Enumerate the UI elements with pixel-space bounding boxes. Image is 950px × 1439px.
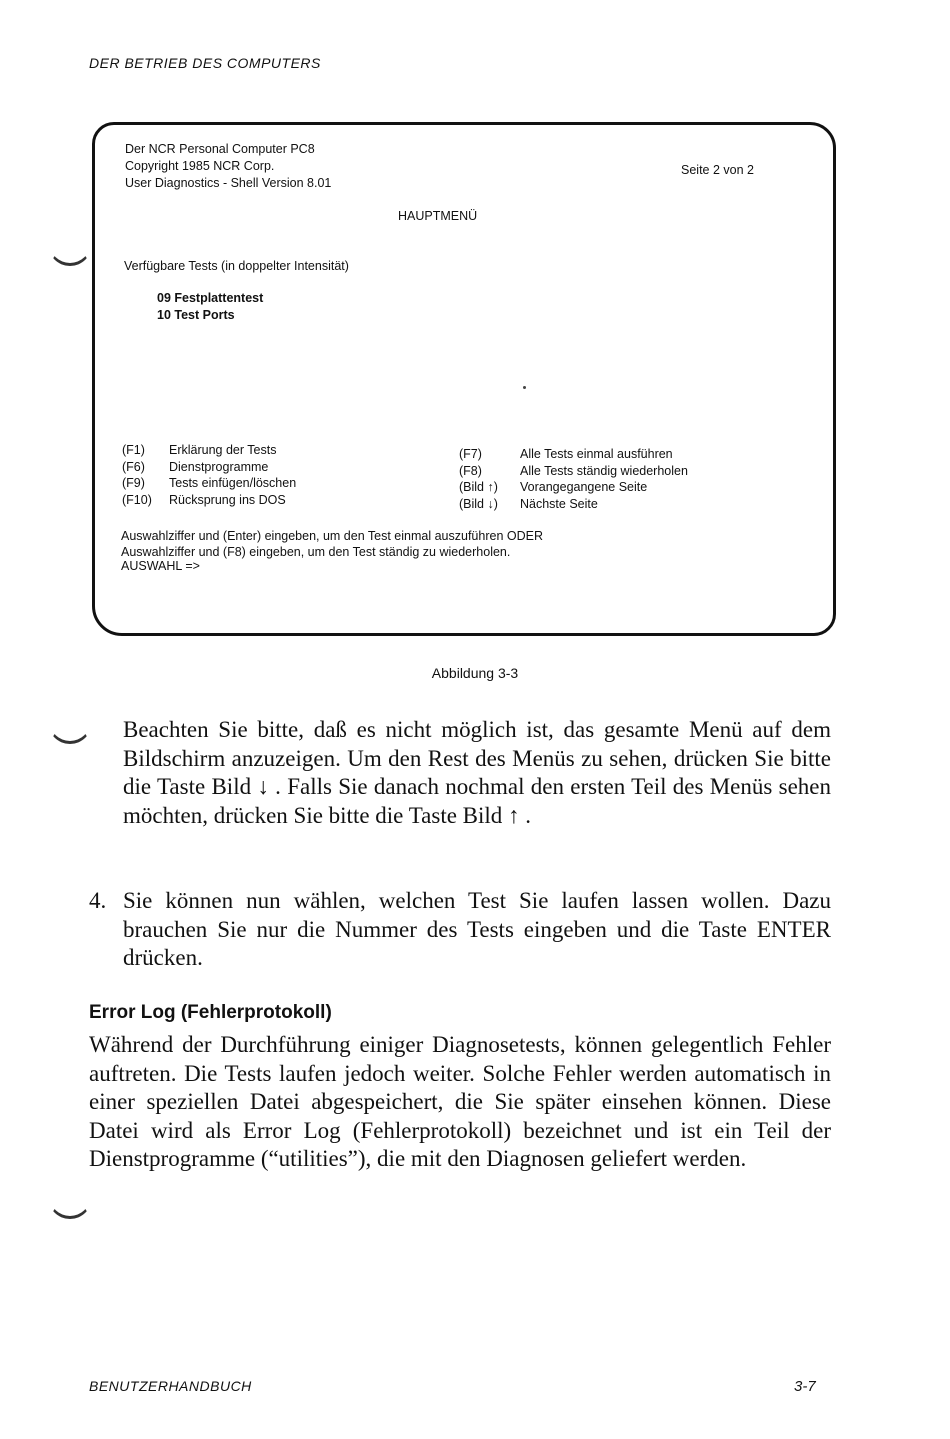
body-paragraph: Beachten Sie bitte, daß es nicht möglich ist, das gesamte Menü auf dem Bildschirm anzuzeigen. Um den Rest des Menüs zu sehen, drücken Sie bitte die Taste Bild ↓ . Falls Sie danach nochmal den ersten Teil des Menüs sehen möchten, drücken Sie bitte die Taste Bild ↑ . <box>123 717 831 828</box>
key-code: (Bild ↑) <box>459 480 498 494</box>
key-label: Erklärung der Tests <box>169 443 277 457</box>
step-number: 4. <box>89 888 107 913</box>
instruction-line-2: Auswahlziffer und (F8) eingeben, um den Test ständig zu wiederholen. <box>121 545 511 559</box>
key-code: (F9) <box>122 476 145 490</box>
test-item: 09 Festplattentest <box>157 291 264 305</box>
key-label: Alle Tests einmal ausführen <box>520 447 673 461</box>
key-code: (F1) <box>122 443 145 457</box>
running-footer: BENUTZERHANDBUCH <box>89 1378 252 1394</box>
key-label: Nächste Seite <box>520 497 598 511</box>
page-indicator: Seite 2 von 2 <box>681 163 754 177</box>
binder-hole-3 <box>48 1175 92 1219</box>
page-number: 3-7 <box>794 1378 816 1395</box>
binder-hole-2 <box>48 700 92 744</box>
screen-line-1: Der NCR Personal Computer PC8 <box>125 142 315 156</box>
key-code: (F6) <box>122 460 145 474</box>
key-code: (Bild ↓) <box>459 497 498 511</box>
key-code: (F7) <box>459 447 482 461</box>
figure-caption: Abbildung 3-3 <box>431 665 519 681</box>
key-label: Alle Tests ständig wiederholen <box>520 464 688 478</box>
key-code: (F8) <box>459 464 482 478</box>
key-label: Rücksprung ins DOS <box>169 493 286 507</box>
test-item: 10 Test Ports <box>157 308 235 322</box>
selection-prompt: AUSWAHL => <box>121 559 200 573</box>
key-label: Vorangegangene Seite <box>520 480 648 494</box>
key-code: (F10) <box>122 493 152 507</box>
running-header: DER BETRIEB DES COMPUTERS <box>89 55 321 71</box>
binder-hole-1 <box>48 222 92 266</box>
step-text: Sie können nun wählen, welchen Test Sie laufen lassen wollen. Dazu brauchen Sie nur die Nummer des Tests eingeben und die Taste ENTER drücken. <box>123 888 831 970</box>
key-label: Tests einfügen/löschen <box>169 476 297 490</box>
instruction-line-1: Auswahlziffer und (Enter) eingeben, um den Test einmal auszuführen ODER <box>121 529 543 543</box>
section-heading: Error Log (Fehlerprotokoll) <box>89 1002 332 1023</box>
screen-line-2: Copyright 1985 NCR Corp. <box>125 159 275 173</box>
screen-speck <box>523 386 526 389</box>
key-label: Dienstprogramme <box>169 460 269 474</box>
section-paragraph: Während der Durchführung einiger Diagnosetests, können gelegentlich Fehler auftreten. Die Tests laufen jedoch weiter. Solche Fehler werden automatisch in einer speziellen Datei abgespeichert, die Sie später einsehen können. Diese Datei wird als Error Log (Fehlerprotokoll) bezeichnet und ist ein Teil der Dienstprogramme (“utilities”), die mit den Diagnosen geliefert werden. <box>89 1032 831 1171</box>
screen-line-3: User Diagnostics - Shell Version 8.01 <box>125 176 332 190</box>
available-tests-label: Verfügbare Tests (in doppelter Intensität) <box>124 259 349 273</box>
menu-title: HAUPTMENÜ <box>398 209 478 223</box>
